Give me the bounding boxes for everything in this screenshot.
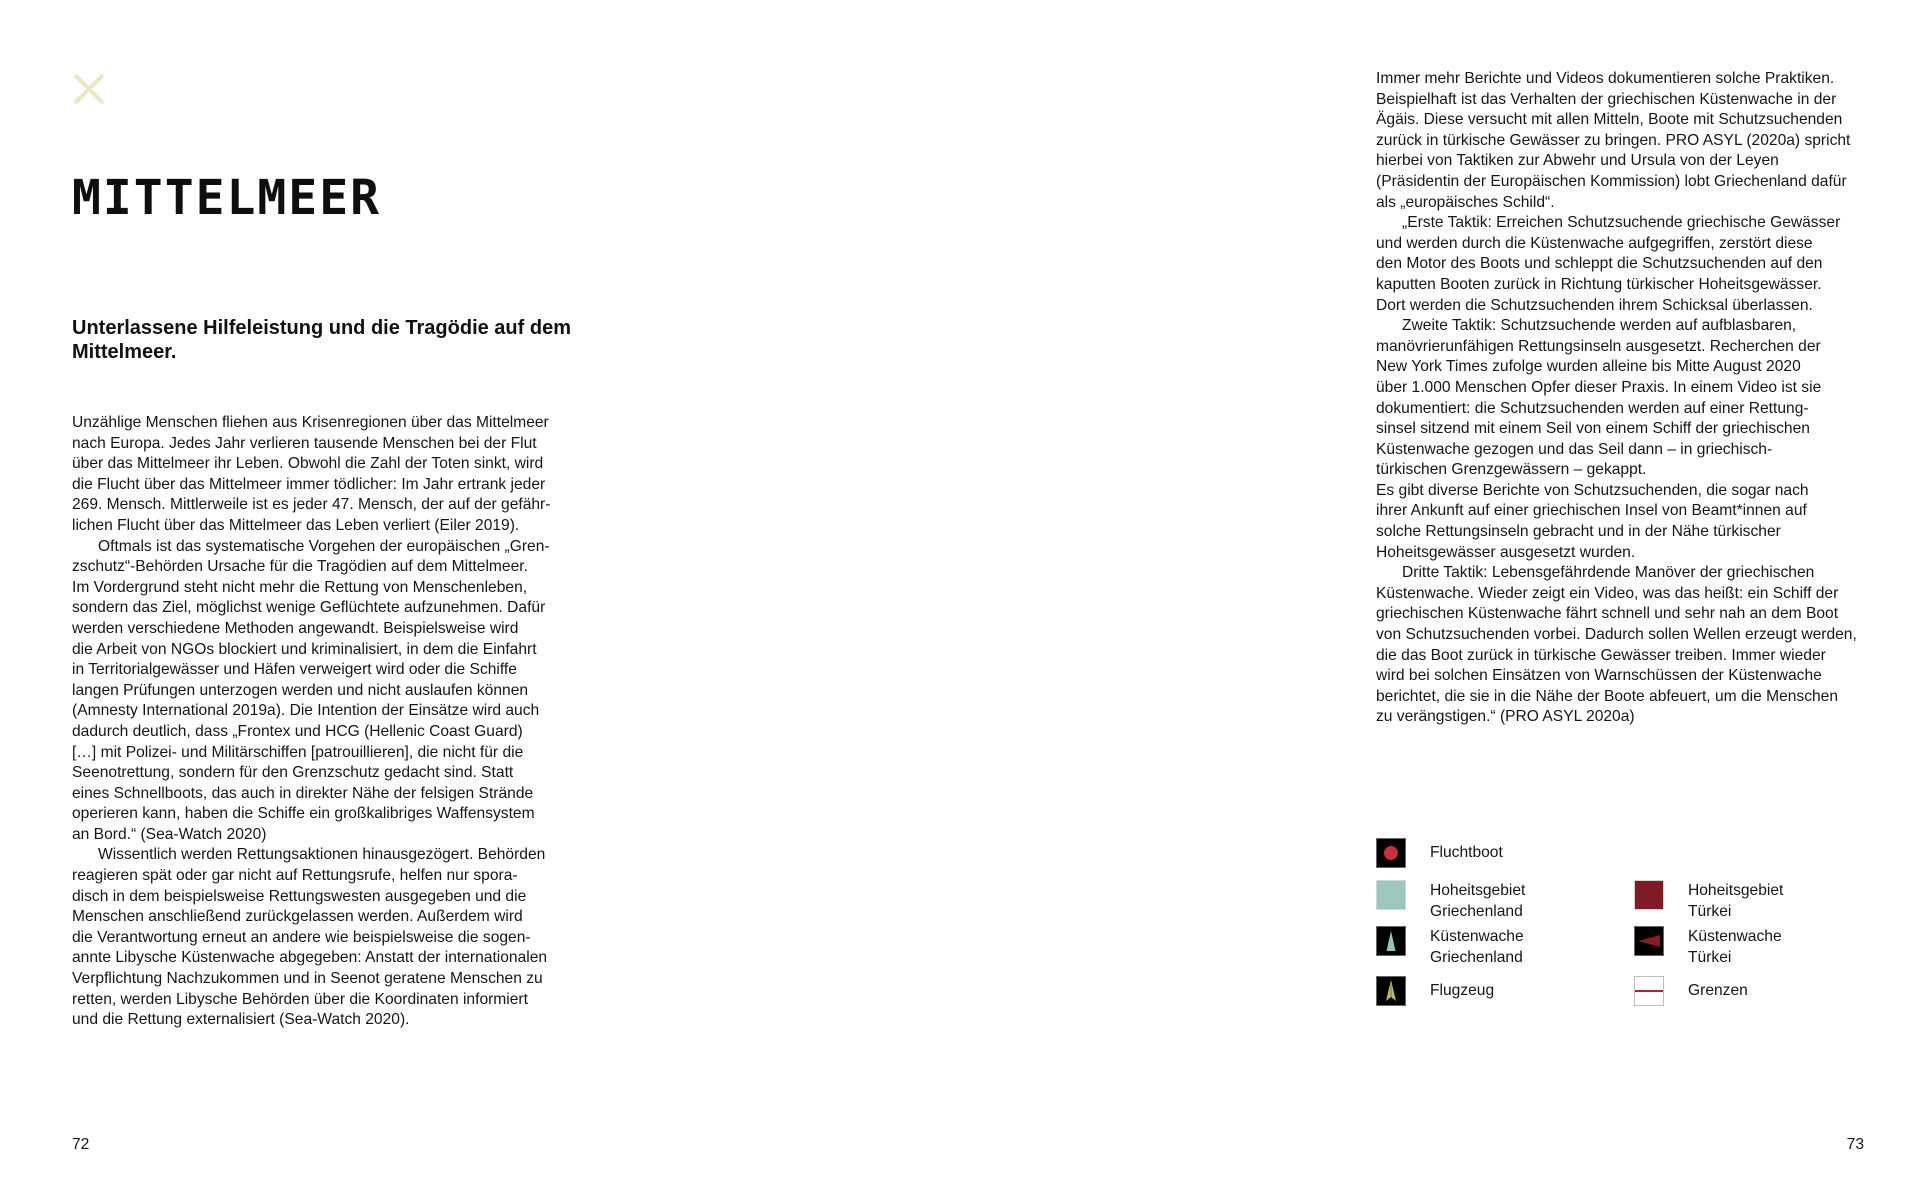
- legend-item-hoheitsgebiet-griechenland: [1376, 880, 1525, 922]
- close-icon[interactable]: [72, 72, 106, 106]
- page-number-right: 73: [1846, 1136, 1864, 1153]
- right-text-column: [1376, 69, 1874, 728]
- legend-item-kuestenwache-griechenland: [1376, 926, 1524, 968]
- refugee-boat-icon: [1376, 838, 1406, 868]
- border-line-icon: [1634, 976, 1664, 1006]
- legend-label: Küstenwache Türkei: [1688, 928, 1782, 966]
- legend-item-hoheitsgebiet-tuerkei: [1634, 880, 1783, 922]
- legend-item-grenzen: [1634, 976, 1748, 1006]
- paragraph: Unzählige Menschen fliehen aus Krisenregionen über das Mittelmeer nach Europa. Jedes Jahr verlieren tausende Menschen bei der Flut über das Mittelmeer ihr Leben. Obwohl die Zahl der Toten sinkt, wird die Flucht über das Mittelmeer immer tödlicher: Im Jahr ertrank jeder 269. Mensch. Mittlerweile ist es jeder 47. Mensch, der auf der gefähr- lichen Flucht über das Mittelmeer das Leben verliert (Eiler 2019).: [72, 414, 551, 534]
- turkish-waters-swatch-icon: [1634, 880, 1664, 910]
- greek-waters-swatch-icon: [1376, 880, 1406, 910]
- legend-label: Küstenwache Griechenland: [1430, 928, 1524, 966]
- legend-item-fluchtboot: [1376, 838, 1503, 868]
- legend-label: Flugzeug: [1430, 982, 1495, 999]
- section-title: MITTELMEER: [72, 170, 381, 226]
- greek-coastguard-icon: [1376, 926, 1406, 956]
- close-icon-glyph: [72, 72, 106, 106]
- paragraph: „Erste Taktik: Erreichen Schutzsuchende griechische Gewässer und werden durch die Küstenwache aufgegriffen, zerstört diese den Motor des Boots und schleppt die Schutzsuchenden auf den kaputten Booten zurück in Richtung türkischer Hoheitsgewässer. Dort werden die Schutzsuchenden ihrem Schicksal überlassen.: [1376, 214, 1841, 314]
- legend-label: Fluchtboot: [1430, 844, 1503, 861]
- paragraph: Zweite Taktik: Schutzsuchende werden auf aufblasbaren, manövrierunfähigen Rettungsinseln ausgesetzt. Recherchen der New York Times zufolge wurden alleine bis Mitte August 2020 über 1.000 Menschen Opfer dieser Praxis. In einem Video ist sie dokumentiert: die Schutzsuchenden werden auf einer Rettung- sinsel sitzend mit einem Seil von einem Schiff der griechischen Küstenwache gezogen und das Seil dann – in griechisch- türkischen Grenzgewässern – gekappt.: [1376, 317, 1822, 479]
- legend-label: Hoheitsgebiet Türkei: [1688, 882, 1784, 920]
- left-text-column: [72, 413, 572, 1031]
- paragraph: Dritte Taktik: Lebensgefährdende Manöver der griechischen Küstenwache. Wieder zeigt ein Video, was das heißt: ein Schiff der griechischen Küstenwache fährt schnell und sehr nah an dem Boot von Schutzsuchenden vorbei. Dadurch sollen Wellen erzeugt werden, die das Boot zurück in türkische Gewässer treiben. Immer wieder wird bei solchen Einsätzen von Warnschüssen der Küstenwache berichtet, die sie in die Nähe der Boote abfeuert, um die Menschen zu verängstigen.“ (PRO ASYL 2020a): [1376, 564, 1857, 726]
- paragraph: Wissentlich werden Rettungsaktionen hinausgezögert. Behörden reagieren spät oder gar nicht auf Rettungsrufe, helfen nur spora- disch in dem beispielsweise Rettungswesten ausgegeben und die Menschen anschließend zurückgelassen werden. Außerdem wird die Verantwortung erneut an andere wie beispielsweise die sogen- annte Libysche Küstenwache abgegeben: Anstatt der internationalen Verpflichtung Nachzukommen und in Seenot geratene Menschen zu retten, werden Libysche Behörden über die Koordinaten informiert und die Rettung externalisiert (Sea-Watch 2020).: [72, 846, 548, 1029]
- legend-label: Hoheitsgebiet Griechenland: [1430, 882, 1526, 920]
- legend-label: Grenzen: [1688, 982, 1748, 999]
- paragraph: Es gibt diverse Berichte von Schutzsuchenden, die sogar nach ihrer Ankunft auf einer griechischen Insel von Beamt*innen auf solche Rettungsinseln gebracht und in der Nähe türkischer Hoheitsgewässer ausgesetzt wurden.: [1376, 481, 1809, 561]
- airplane-icon: [1376, 976, 1406, 1006]
- legend-item-flugzeug: [1376, 976, 1494, 1006]
- turkish-coastguard-icon: [1634, 926, 1664, 956]
- legend-item-kuestenwache-tuerkei: [1634, 926, 1782, 968]
- section-subtitle: Unterlassene Hilfeleistung und die Tragödie auf dem Mittelmeer.: [72, 317, 571, 363]
- page-number-left: 72: [72, 1136, 90, 1153]
- paragraph: Immer mehr Berichte und Videos dokumentieren solche Praktiken. Beispielhaft ist das Verhalten der griechischen Küstenwache in der Ägäis. Diese versucht mit allen Mitteln, Boote mit Schutzsuchenden zurück in türkische Gewässer zu bringen. PRO ASYL (2020a) spricht hierbei von Taktiken zur Abwehr und Ursula von der Leyen (Präsidentin der Europäischen Kommission) lobt Griechenland dafür als „europäisches Schild“.: [1376, 70, 1851, 211]
- paragraph: Oftmals ist das systematische Vorgehen der europäischen „Gren- zschutz“-Behörden Ursache für die Tragödien auf dem Mittelmeer. Im Vordergrund steht nicht mehr die Rettung von Menschenleben, sondern das Ziel, möglichst wenige Geflüchtete aufzunehmen. Dafür werden verschiedene Methoden angewandt. Beispielsweise wird die Arbeit von NGOs blockiert und kriminalisiert, in dem die Einfahrt in Territorialgewässer und Häfen verweigert wird oder die Schiffe langen Prüfungen unterzogen werden und nicht auslaufen können (Amnesty International 2019a). Die Intention der Einsätze wird auch dadurch deutlich, dass „Frontex und HCG (Hellenic Coast Guard) […] mit Polizei- und Militärschiffen [patrouillieren], die nicht für die Seenotrettung, sondern für den Grenzschutz gedacht sind. Statt eines Schnellboots, das auch in direkter Nähe der felsigen Strände operieren kann, haben die Schiffe ein großkalibriges Waffensystem an Bord.“ (Sea-Watch 2020): [72, 537, 550, 843]
